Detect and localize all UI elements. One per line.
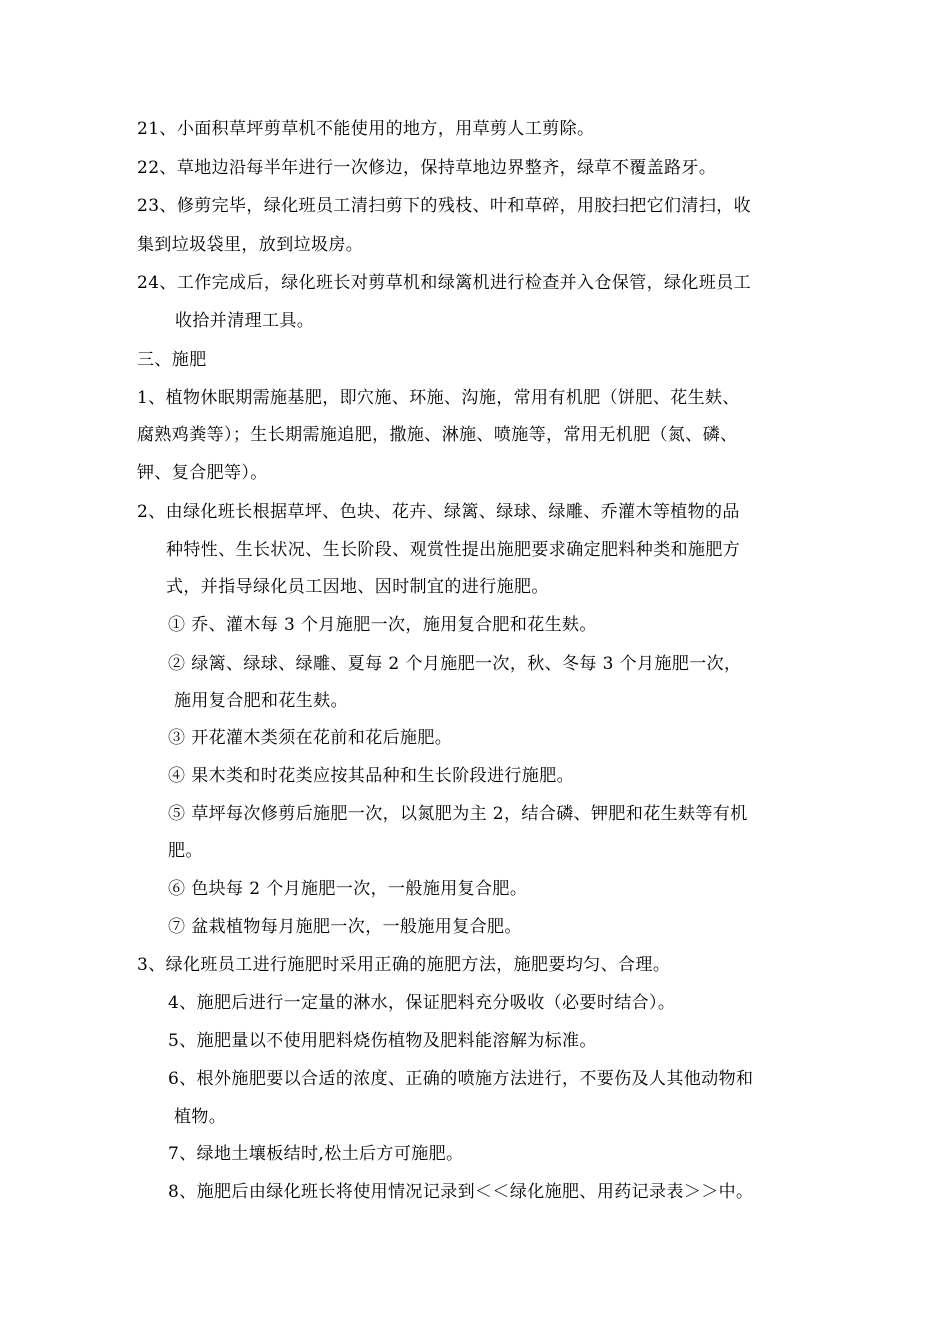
sub-item-1: ① 乔、灌木每 3 个月施肥一次，施用复合肥和花生麸。 bbox=[168, 615, 597, 635]
item-5: 5、施肥量以不使用肥料烧伤植物及肥料能溶解为标准。 bbox=[168, 1031, 597, 1051]
sub-item-3: ③ 开花灌木类须在花前和花后施肥。 bbox=[168, 728, 453, 748]
item-7: 7、绿地土壤板结时,松土后方可施肥。 bbox=[168, 1144, 464, 1164]
item-8: 8、施肥后由绿化班长将使用情况记录到＜＜绿化施肥、用药记录表＞＞中。 bbox=[168, 1182, 754, 1202]
sub-item-2: ② 绿篱、绿球、绿雕、夏每 2 个月施肥一次，秋、冬每 3 个月施肥一次， bbox=[168, 654, 742, 674]
item-6-cont: 植物。 bbox=[174, 1107, 227, 1127]
sub-item-7: ⑦ 盆栽植物每月施肥一次，一般施用复合肥。 bbox=[168, 917, 522, 937]
item-1: 1、植物休眠期需施基肥，即穴施、环施、沟施，常用有机肥（饼肥、花生麸、 bbox=[137, 388, 740, 408]
item-21: 21、小面积草坪剪草机不能使用的地方，用草剪人工剪除。 bbox=[137, 119, 595, 139]
sub-item-6: ⑥ 色块每 2 个月施肥一次，一般施用复合肥。 bbox=[168, 879, 528, 899]
item-24-cont: 收拾并清理工具。 bbox=[175, 311, 315, 331]
item-1-cont-b: 钾、复合肥等）。 bbox=[137, 463, 268, 483]
item-2-cont-b: 式，并指导绿化员工因地、因时制宜的进行施肥。 bbox=[166, 577, 549, 597]
sub-item-4: ④ 果木类和时花类应按其品种和生长阶段进行施肥。 bbox=[168, 766, 575, 786]
item-23: 23、修剪完毕，绿化班员工清扫剪下的残枝、叶和草碎，用胶扫把它们清扫，收 bbox=[137, 196, 752, 216]
item-4: 4、施肥后进行一定量的淋水，保证肥料充分吸收（必要时结合）。 bbox=[168, 993, 676, 1013]
item-22: 22、草地边沿每半年进行一次修边，保持草地边界整齐，绿草不覆盖路牙。 bbox=[137, 158, 717, 178]
sub-item-2-cont: 施用复合肥和花生麸。 bbox=[174, 691, 348, 711]
sub-item-5-cont: 肥。 bbox=[168, 841, 203, 861]
item-2-cont-a: 种特性、生长状况、生长阶段、观赏性提出施肥要求确定肥料种类和施肥方 bbox=[166, 540, 741, 560]
item-2: 2、由绿化班长根据草坪、色块、花卉、绿篱、绿球、绿雕、乔灌木等植物的品 bbox=[137, 502, 740, 522]
item-6: 6、根外施肥要以合适的浓度、正确的喷施方法进行，不要伤及人其他动物和 bbox=[168, 1069, 754, 1089]
item-23-cont: 集到垃圾袋里，放到垃圾房。 bbox=[137, 235, 364, 255]
item-1-cont-a: 腐熟鸡粪等）；生长期需施追肥，撒施、淋施、喷施等，常用无机肥（氮、磷、 bbox=[137, 425, 738, 445]
sub-item-5: ⑤ 草坪每次修剪后施肥一次，以氮肥为主 2，结合磷、钾肥和花生麸等有机 bbox=[168, 804, 748, 824]
item-3: 3、绿化班员工进行施肥时采用正确的施肥方法，施肥要均匀、合理。 bbox=[137, 955, 671, 975]
item-24: 24、工作完成后，绿化班长对剪草机和绿篱机进行检查并入仓保管，绿化班员工 bbox=[137, 273, 752, 293]
section-heading-fertilizing: 三、施肥 bbox=[137, 350, 207, 370]
